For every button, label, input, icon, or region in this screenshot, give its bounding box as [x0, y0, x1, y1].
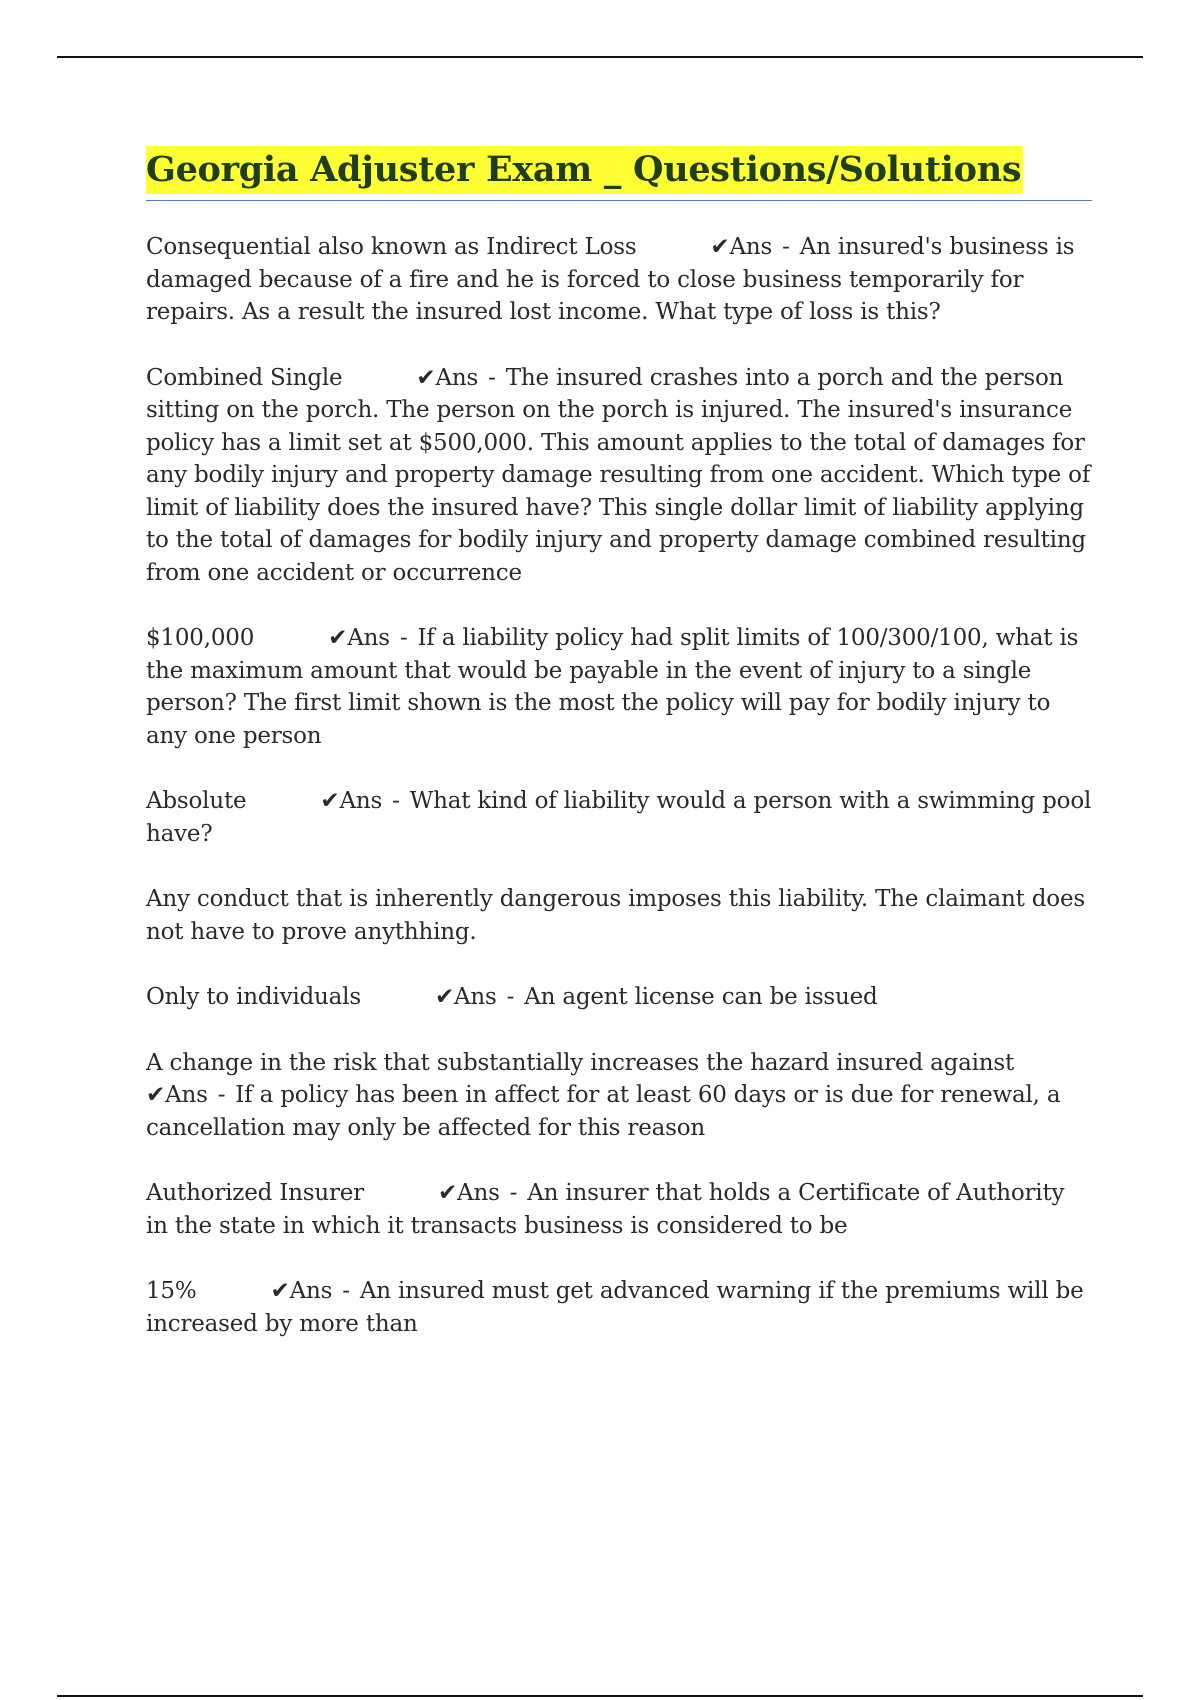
answer-marker: ✔Ans [437, 1180, 500, 1206]
qa-entry [146, 231, 1092, 329]
document-body [146, 146, 1092, 1373]
qa-entry [146, 622, 1092, 752]
answer-marker: ✔Ans [146, 1082, 208, 1108]
answer-separator: - [217, 1082, 226, 1108]
entry-text: An insured's business is damaged because of a fire and he is forced to close business temporarily for repairs. As a result the insured lost income. What type of loss is this? [146, 234, 1075, 325]
qa-entry [146, 1177, 1092, 1242]
answer-separator: - [399, 625, 408, 651]
entry-term: $100,000 [146, 625, 255, 651]
answer-separator: - [392, 788, 400, 814]
answer-separator: - [506, 984, 515, 1010]
qa-entry [146, 1047, 1092, 1145]
answer-marker: ✔Ans [434, 984, 497, 1010]
paragraph-text: Any conduct that is inherently dangerous imposes this liability. The claimant does not have to prove anythhing. [146, 886, 1085, 945]
entry-term: Consequential also known as Indirect Loss [146, 234, 637, 260]
answer-separator: - [342, 1278, 350, 1304]
document-title: Georgia Adjuster Exam _ Questions/Solutions [146, 146, 1023, 194]
answer-separator: - [782, 234, 790, 260]
answer-separator: - [488, 364, 496, 391]
entry-term: Authorized Insurer [146, 1180, 364, 1206]
answer-marker: ✔Ans [710, 234, 773, 260]
entry-term: Absolute [146, 788, 247, 814]
entry-text: An insured must get advanced warning if the premiums will be increased by more than [146, 1278, 1084, 1337]
qa-entry [146, 981, 1092, 1014]
entry-text: If a liability policy had split limits of 100/300/100, what is the maximum amount that would be payable in the event of injury to a single person? The first limit shown is the most the policy will pay for bodily injury to any one person [146, 625, 1079, 749]
answer-marker: ✔Ans [320, 788, 383, 814]
entry-text: If a policy has been in affect for at least 60 days or is due for renewal, a cancellation may only be affected for this reason [146, 1082, 1061, 1141]
qa-entry [146, 785, 1092, 850]
entry-text: What kind of liability would a person with a swimming pool have? [146, 788, 1092, 847]
answer-separator: - [509, 1180, 518, 1206]
qa-entry [146, 362, 1092, 590]
qa-entry [146, 1275, 1092, 1340]
entry-text: The insured crashes into a porch and the person sitting on the porch. The person on the porch is injured. The insured's insurance policy has a limit set at $500,000. This amount applies to the total of damages for any bodily injury and property damage resulting from one accident. Which type of limit of liability does the insured have? This single dollar limit of liability applying to the total of damages for bodily injury and property damage combined resulting from one accident or occurrence [146, 364, 1091, 586]
entry-term: Combined Single [146, 364, 343, 391]
entry-text: An agent license can be issued [524, 984, 878, 1010]
entry-term: Only to individuals [146, 984, 361, 1010]
answer-marker: ✔Ans [416, 364, 479, 391]
entry-term: 15% [146, 1278, 197, 1304]
entry-term: A change in the risk that substantially increases the hazard insured against [146, 1049, 1015, 1076]
title-block [146, 146, 1092, 201]
answer-marker: ✔Ans [270, 1278, 333, 1304]
answer-marker: ✔Ans [328, 625, 390, 651]
entry-text: An insurer that holds a Certificate of Authority in the state in which it transacts business is considered to be [146, 1180, 1065, 1239]
header-rule [57, 56, 1143, 58]
plain-paragraph [146, 883, 1092, 948]
footer-rule [57, 1695, 1143, 1697]
